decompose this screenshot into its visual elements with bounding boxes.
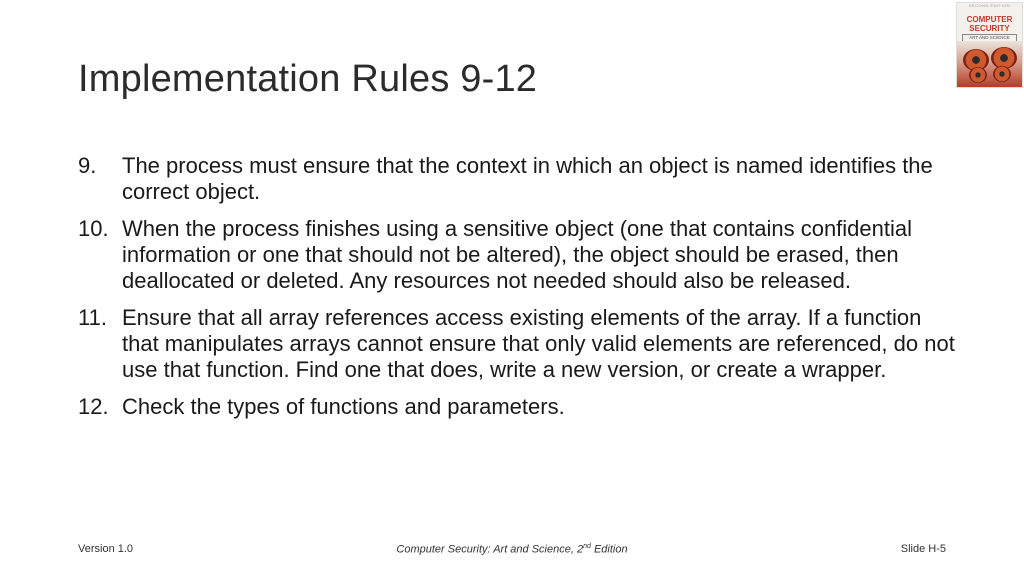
footer-book-title (0, 543, 1024, 556)
book-cover-title-line1: COMPUTER (966, 15, 1013, 24)
rule-item-10 (78, 216, 958, 294)
rule-item-11 (78, 305, 958, 383)
rule-text: Check the types of functions and parameters. (122, 394, 565, 419)
rule-item-9 (78, 153, 958, 205)
rules-list (78, 153, 958, 431)
book-cover-subtitle: ART AND SCIENCE (962, 34, 1017, 42)
book-cover-title (957, 15, 1022, 33)
rule-number: 10. (78, 216, 109, 241)
footer-version: Version 1.0 (78, 543, 134, 555)
butterfly-art (957, 41, 1022, 87)
rule-text: Ensure that all array references access existing elements of the array. If a function that manipulates arrays cannot ensure that only valid elements are referenced, do not use that function. Find one that does, write a new version, or create a wrapper. (122, 305, 955, 382)
rule-number: 9. (78, 153, 97, 178)
rule-number: 12. (78, 394, 109, 419)
footer-slide-number: Slide H-5 (900, 543, 946, 555)
footer-book-title-main: Computer Security: Art and Science, 2 (396, 543, 584, 556)
book-edition-label: SECOND EDITION (968, 3, 1011, 8)
book-cover-image (956, 2, 1023, 88)
slide-title: Implementation Rules 9-12 (78, 58, 538, 100)
footer-book-title-edition: Edition (590, 543, 628, 556)
rule-number: 11. (78, 305, 107, 330)
footer-book-title-sup: nd (583, 543, 591, 550)
book-cover-title-line2: SECURITY (969, 24, 1010, 33)
rule-item-12 (78, 394, 958, 420)
rule-text: The process must ensure that the context in which an object is named identifies the correct object. (122, 153, 933, 204)
rule-text: When the process finishes using a sensitive object (one that contains confidential information or one that should not be altered), the object should be erased, then deallocated or deleted. Any resources not needed should also be released. (122, 216, 913, 293)
